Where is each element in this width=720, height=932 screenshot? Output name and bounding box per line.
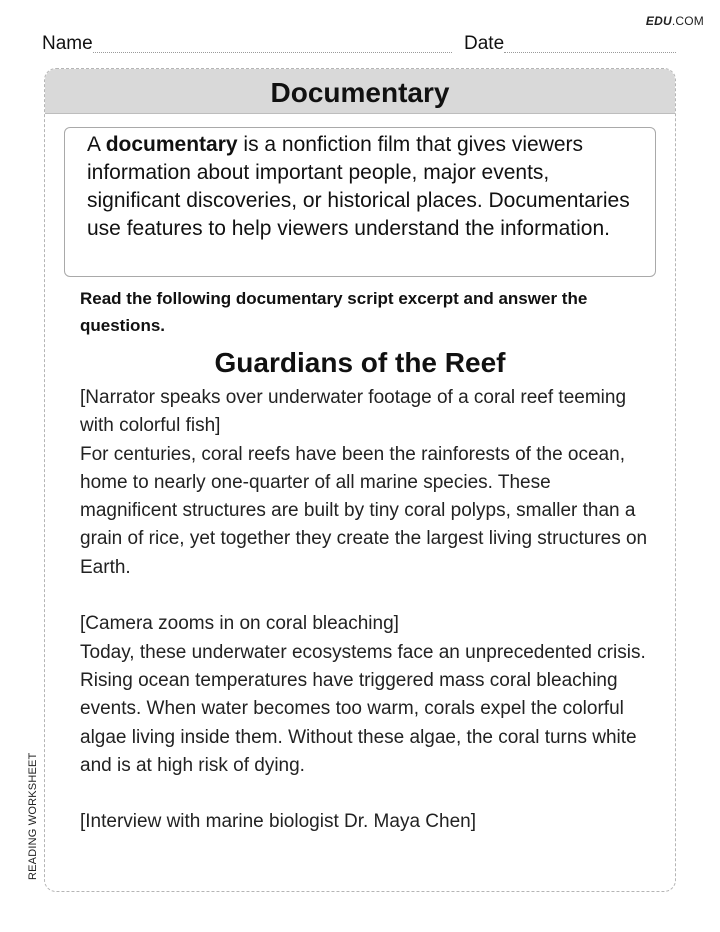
definition-term: documentary (105, 133, 238, 156)
story-body (80, 384, 650, 837)
header-fields (42, 32, 676, 56)
story-paragraph: For centuries, coral reefs have been the rainforests of the ocean, home to nearly one-quarter of all marine species. These magnificent structures are built by tiny coral polyps, smaller than a grain of rice, yet together they create the largest living structures on Earth. (80, 443, 648, 578)
stage-direction: [Narrator speaks over underwater footage of a coral reef teeming with colorful fish] (80, 387, 627, 437)
name-label: Name (42, 33, 93, 54)
instruction-text: Read the following documentary script excerpt and answer the questions. (80, 289, 588, 335)
name-line (93, 52, 452, 53)
brand-logo-bold: EDU (645, 14, 672, 28)
worksheet-card (44, 68, 676, 892)
paragraph-gap (80, 582, 650, 610)
name-field[interactable] (42, 32, 452, 54)
paragraph-gap (80, 780, 650, 808)
definition-box (64, 127, 656, 277)
stage-direction: [Camera zooms in on coral bleaching] (80, 613, 399, 635)
story-paragraph: Today, these underwater ecosystems face an unprecedented crisis. Rising ocean temperatures have triggered mass coral bleaching events. When water becomes too warm, corals expel the colorful algae living inside them. Without these algae, the coral turns white and is at high risk of dying. (80, 641, 646, 776)
date-field[interactable] (464, 32, 676, 54)
card-title: Documentary (45, 69, 675, 114)
side-label: READING WORKSHEET (27, 752, 39, 880)
date-label: Date (464, 33, 505, 54)
date-line (504, 52, 676, 53)
stage-direction: [Interview with marine biologist Dr. Maya Chen] (80, 811, 476, 833)
definition-prefix: A (87, 133, 106, 156)
brand-logo-rest: .COM (671, 14, 704, 28)
definition-text: is a nonfiction film that gives viewers information about important people, major events, significant discoveries, or historical places. Documentaries use features to help viewers understand the information. (87, 133, 630, 240)
story-title: Guardians of the Reef (214, 347, 506, 378)
brand-logo (646, 14, 704, 28)
